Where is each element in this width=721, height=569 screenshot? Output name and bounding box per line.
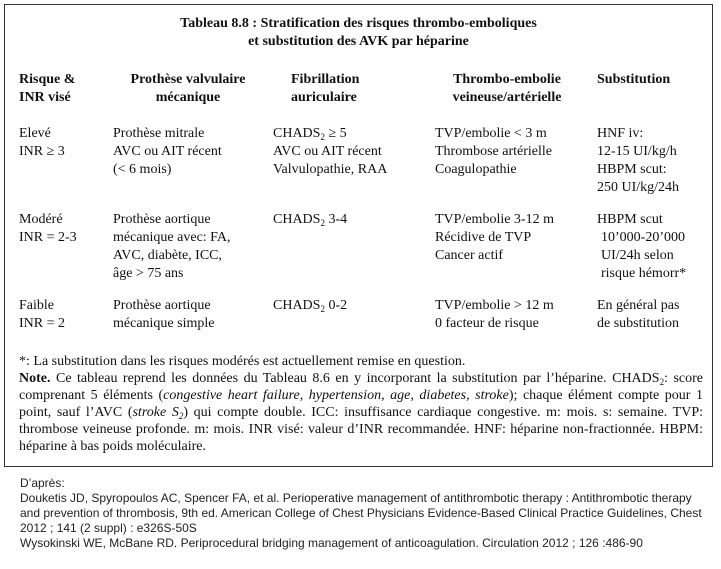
header-risk: Risque & INR visé xyxy=(19,72,76,105)
table-title xyxy=(5,15,712,51)
header-vte: Thrombo-embolie veineuse/artérielle xyxy=(452,72,562,105)
note-label: Note. xyxy=(19,371,51,386)
row-moderate-fa xyxy=(273,211,347,229)
row-high-valve: Prothèse mitrale AVC ou AIT récent (< 6 mois) xyxy=(113,126,222,177)
row-high-subst: HNF iv: 12-15 UI/kg/h HBPM scut: 250 UI/kg/24h xyxy=(597,126,680,195)
row-low-vte: TVP/embolie > 12 m 0 facteur de risque xyxy=(435,298,554,331)
source-ref-2: Wysokinski WE, McBane RD. Periprocedural bridging management of anticoagulation. Circulation 2012 ; 126 :486-90 xyxy=(20,536,643,550)
chads-score-moderate: $CHADS_2$ 3-4 xyxy=(273,212,348,228)
row-moderate-risk: Modéré INR = 2-3 xyxy=(19,212,77,245)
row-low-fa xyxy=(273,297,347,315)
table-notes xyxy=(19,353,703,455)
note-paragraph: Note. Ce tableau reprend les données du Tableau 8.6 en y incorporant la substitution par l’héparine. $CHADS_2$: score comprenant 5 éléments (congestive heart failure, hypertension, age, diabetes, stroke); chaque élément compte pour 1 point, sauf l’AVC (stroke $S_2$) qui compte double. ICC: insuffisance cardiaque congestive. m: mois. s: semaine. TVP: thrombose veineuse profonde. m: mois. INR visé: valeur d’INR recommandée. HNF: héparine non-fractionnée. HBPM: héparine à bas poids moléculaire. xyxy=(19,371,703,454)
chads-score-high: $CHADS_2 \ge 5$ xyxy=(273,126,347,142)
header-valve: Prothèse valvulaire mécanique xyxy=(130,72,246,105)
header-fa: Fibrillation auriculaire xyxy=(291,72,360,105)
row-high-vte: TVP/embolie < 3 m Thrombose artérielle Coagulopathie xyxy=(435,126,553,177)
row-low-valve: Prothèse aortique mécanique simple xyxy=(113,298,215,331)
row-low-risk: Faible INR = 2 xyxy=(19,298,66,331)
row-high-risk: Elevé INR ≥ 3 xyxy=(19,126,65,159)
row-low-subst: En général pas de substitution xyxy=(597,298,680,331)
footnote: *: La substitution dans les risques modérés est actuellement remise en question. xyxy=(19,354,466,369)
header-subst: Substitution xyxy=(597,72,671,87)
row-moderate-vte: TVP/embolie 3-12 m Récidive de TVP Cancer actif xyxy=(435,212,554,263)
title-line-2: et substitution des AVK par héparine xyxy=(248,34,469,49)
chads-score-low: $CHADS_2$ 0-2 xyxy=(273,298,348,314)
row-moderate-valve: Prothèse aortique mécanique avec: FA, AVC, diabète, ICC, âge > 75 ans xyxy=(113,212,231,281)
row-moderate-subst: HBPM scut 10’000-20’000 UI/24h selon risque hémorr* xyxy=(597,212,687,281)
row-high-fa: $CHADS_2 \ge 5$ AVC ou AIT récent Valvulopathie, RAA xyxy=(273,126,388,177)
sources-label: D’après: xyxy=(20,476,65,490)
table-frame xyxy=(4,4,713,467)
title-line-1: Tableau 8.8 : Stratification des risques thrombo-emboliques xyxy=(180,16,537,31)
source-ref-1: Douketis JD, Spyropoulos AC, Spencer FA, et al. Perioperative management of antithrombotic therapy : Antithrombotic therapy and prevention of thrombosis, 9th ed. American College of Chest Physicians Evidence-Based Clinical Practice Guidelines, Chest 2012 ; 141 (2 suppl) : e326S-50S xyxy=(20,491,702,535)
sources xyxy=(20,476,710,551)
